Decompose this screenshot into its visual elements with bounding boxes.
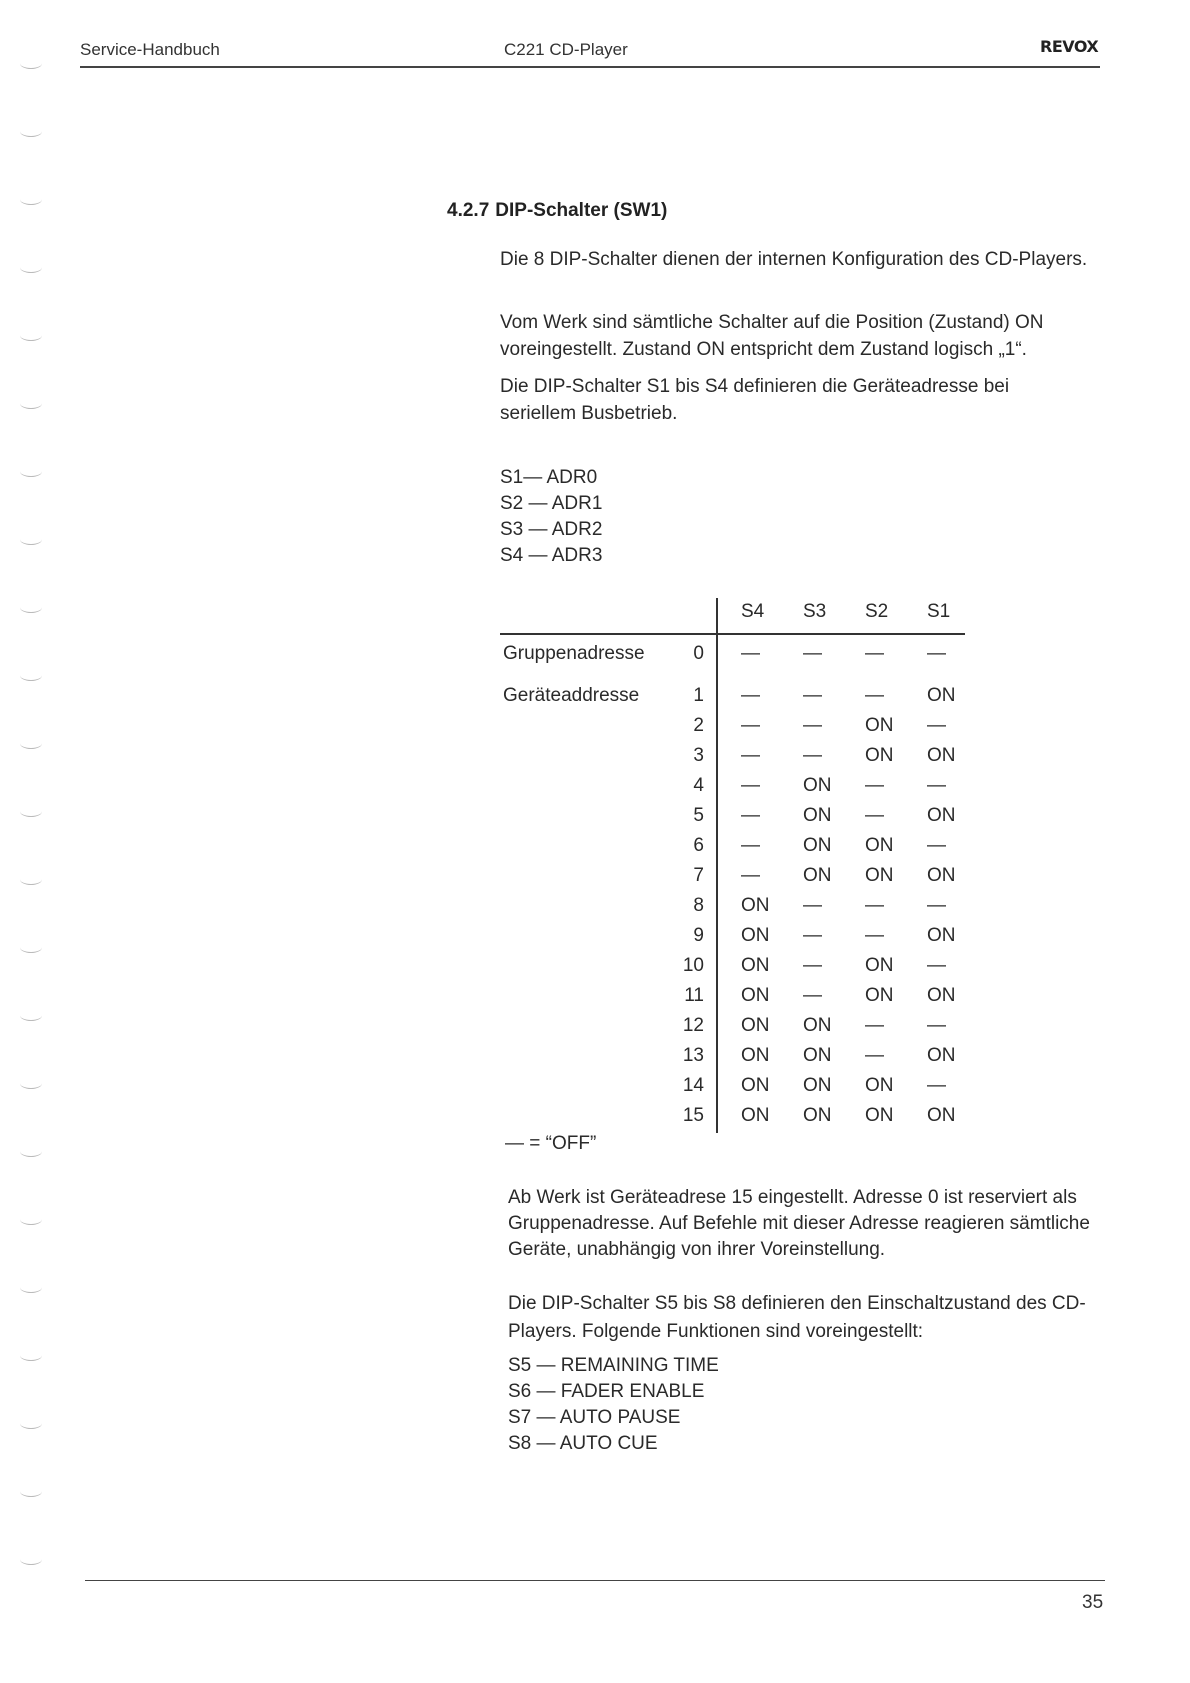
margin-mark — [20, 262, 42, 273]
row-address-number: 4 — [693, 775, 704, 796]
switch-state-s3: ON — [803, 805, 832, 826]
switch-state-s1: — — [927, 643, 946, 664]
switch-state-s4: ON — [741, 1015, 770, 1036]
switch-state-s4: — — [741, 775, 760, 796]
row-address-number: 6 — [693, 835, 704, 856]
switch-state-s2: ON — [865, 715, 894, 736]
margin-mark — [20, 126, 42, 137]
switch-state-s2: ON — [865, 955, 894, 976]
switch-state-s4: ON — [741, 895, 770, 916]
margin-mark — [20, 58, 42, 69]
s5s8-paragraph: Die DIP-Schalter S5 bis S8 definieren den Einschaltzustand des CD-Players. Folgende Funktionen sind voreingestellt: — [508, 1293, 1086, 1342]
address-bit-item: S1— ADR0 — [500, 467, 598, 488]
function-item: S7 — AUTO PAUSE — [508, 1407, 681, 1428]
switch-state-s1: — — [927, 895, 946, 916]
switch-state-s4: — — [741, 643, 760, 664]
header-s4: S4 — [741, 601, 765, 622]
switch-state-s1: — — [927, 715, 946, 736]
switch-state-s1: ON — [927, 685, 956, 706]
factory-paragraph: Vom Werk sind sämtliche Schalter auf die Position (Zustand) ON voreingestellt. Zustand ON entspricht dem Zustand logisch „1“. — [500, 312, 1044, 360]
switch-state-s2: ON — [865, 985, 894, 1006]
factory-address-paragraph: Ab Werk ist Geräteadrese 15 eingestellt. Adresse 0 ist reserviert als Gruppenadresse. Auf Befehle mit dieser Adresse reagieren sämtliche Geräte, unabhängig von ihrer Voreinstellung. — [508, 1187, 1090, 1260]
header-product: C221 CD-Player — [504, 40, 628, 59]
margin-mark — [20, 1486, 42, 1497]
switch-state-s3: ON — [803, 1105, 832, 1126]
switch-state-s3: — — [803, 643, 822, 664]
switch-state-s1: ON — [927, 745, 956, 766]
device-address-label: Geräteaddresse — [503, 685, 640, 706]
address-bit-item: S2 — ADR1 — [500, 493, 603, 514]
switch-state-s1: ON — [927, 805, 956, 826]
margin-mark — [20, 602, 42, 613]
switch-state-s1: ON — [927, 865, 956, 886]
switch-state-s3: ON — [803, 1045, 832, 1066]
section-title: DIP-Schalter (SW1) — [495, 200, 668, 221]
switch-state-s3: — — [803, 895, 822, 916]
header-s2: S2 — [865, 601, 889, 622]
margin-mark — [20, 466, 42, 477]
s1s4-paragraph: Die DIP-Schalter S1 bis S4 definieren die Geräteadresse bei seriellem Busbetrieb. — [500, 376, 1010, 424]
switch-state-s4: ON — [741, 955, 770, 976]
row-address-number: 15 — [682, 1105, 704, 1126]
switch-state-s1: — — [927, 1015, 946, 1036]
switch-state-s2: ON — [865, 1105, 894, 1126]
margin-mark — [20, 1418, 42, 1429]
address-bit-item: S3 — ADR2 — [500, 519, 603, 540]
switch-state-s1: ON — [927, 985, 956, 1006]
margin-mark — [20, 1010, 42, 1021]
page-number: 35 — [1082, 1592, 1104, 1613]
margin-mark — [20, 1078, 42, 1089]
header-s3: S3 — [803, 601, 827, 622]
switch-state-s2: — — [865, 925, 884, 946]
row-address-number: 2 — [693, 715, 704, 736]
switch-state-s1: — — [927, 955, 946, 976]
switch-state-s3: ON — [803, 835, 832, 856]
switch-state-s1: ON — [927, 1045, 956, 1066]
margin-mark — [20, 806, 42, 817]
switch-state-s3: ON — [803, 775, 832, 796]
margin-mark — [20, 942, 42, 953]
switch-state-s3: — — [803, 715, 822, 736]
margin-mark — [20, 670, 42, 681]
row-address-number: 3 — [693, 745, 704, 766]
margin-mark — [20, 194, 42, 205]
margin-mark — [20, 1350, 42, 1361]
margin-mark — [20, 534, 42, 545]
margin-mark — [20, 330, 42, 341]
switch-state-s2: — — [865, 1045, 884, 1066]
switch-state-s2: ON — [865, 745, 894, 766]
margin-mark — [20, 738, 42, 749]
switch-state-s2: — — [865, 685, 884, 706]
switch-state-s4: — — [741, 805, 760, 826]
switch-state-s4: ON — [741, 1045, 770, 1066]
row-address-number: 12 — [682, 1015, 704, 1036]
switch-state-s1: ON — [927, 1105, 956, 1126]
switch-state-s3: — — [803, 985, 822, 1006]
row-address-number: 14 — [682, 1075, 704, 1096]
switch-state-s3: ON — [803, 1015, 832, 1036]
margin-mark — [20, 874, 42, 885]
switch-state-s3: ON — [803, 865, 832, 886]
switch-state-s2: — — [865, 895, 884, 916]
switch-state-s3: — — [803, 745, 822, 766]
row-address-number: 7 — [693, 865, 704, 886]
header-doc-title: Service-Handbuch — [80, 40, 220, 59]
section-number: 4.2.7 — [447, 200, 490, 221]
margin-mark — [20, 1554, 42, 1565]
function-list — [508, 1353, 719, 1457]
switch-state-s4: — — [741, 745, 760, 766]
switch-state-s2: ON — [865, 865, 894, 886]
switch-state-s3: — — [803, 925, 822, 946]
switch-state-s2: — — [865, 1015, 884, 1036]
table-header-rule — [500, 633, 965, 635]
switch-state-s4: ON — [741, 925, 770, 946]
row-address-number: 8 — [693, 895, 704, 916]
switch-state-s3: ON — [803, 1075, 832, 1096]
switch-state-s4: — — [741, 835, 760, 856]
function-item: S6 — FADER ENABLE — [508, 1381, 705, 1402]
function-item: S5 — REMAINING TIME — [508, 1355, 719, 1376]
header-rule — [80, 66, 1100, 68]
switch-state-s4: ON — [741, 1105, 770, 1126]
header-s1: S1 — [927, 601, 951, 622]
switch-state-s4: — — [741, 865, 760, 886]
switch-state-s1: — — [927, 835, 946, 856]
row-address-number: 11 — [684, 985, 704, 1006]
margin-mark — [20, 1282, 42, 1293]
switch-state-s2: — — [865, 805, 884, 826]
switch-state-s4: ON — [741, 1075, 770, 1096]
switch-state-s1: — — [927, 1075, 946, 1096]
switch-state-s1: — — [927, 775, 946, 796]
address-bit-item: S4 — ADR3 — [500, 545, 603, 566]
margin-mark — [20, 1146, 42, 1157]
section-heading — [447, 200, 667, 222]
row-address-number: 1 — [693, 685, 704, 706]
switch-state-s2: ON — [865, 1075, 894, 1096]
margin-mark — [20, 1214, 42, 1225]
intro-paragraph: Die 8 DIP-Schalter dienen der internen Konfiguration des CD-Players. — [500, 249, 1088, 270]
switch-state-s2: — — [865, 775, 884, 796]
margin-mark — [20, 398, 42, 409]
group-address-label: Gruppenadresse — [503, 643, 645, 664]
switch-state-s1: ON — [927, 925, 956, 946]
address-bit-list — [500, 465, 602, 569]
row-address-number: 10 — [682, 955, 704, 976]
switch-state-s4: — — [741, 685, 760, 706]
switch-state-s4: — — [741, 715, 760, 736]
switch-state-s3: — — [803, 685, 822, 706]
switch-state-s2: ON — [865, 835, 894, 856]
switch-state-s3: — — [803, 955, 822, 976]
row-address-number: 13 — [682, 1045, 704, 1066]
footer-rule — [85, 1580, 1105, 1581]
revox-logo: REVOX — [1040, 37, 1099, 56]
table-vertical-rule — [716, 598, 718, 1133]
function-item: S8 — AUTO CUE — [508, 1433, 658, 1454]
switch-state-s4: ON — [741, 985, 770, 1006]
switch-state-s2: — — [865, 643, 884, 664]
row-address-number: 5 — [693, 805, 704, 826]
row-address-number: 0 — [693, 643, 704, 664]
row-address-number: 9 — [693, 925, 704, 946]
off-legend: — = “OFF” — [505, 1133, 597, 1154]
